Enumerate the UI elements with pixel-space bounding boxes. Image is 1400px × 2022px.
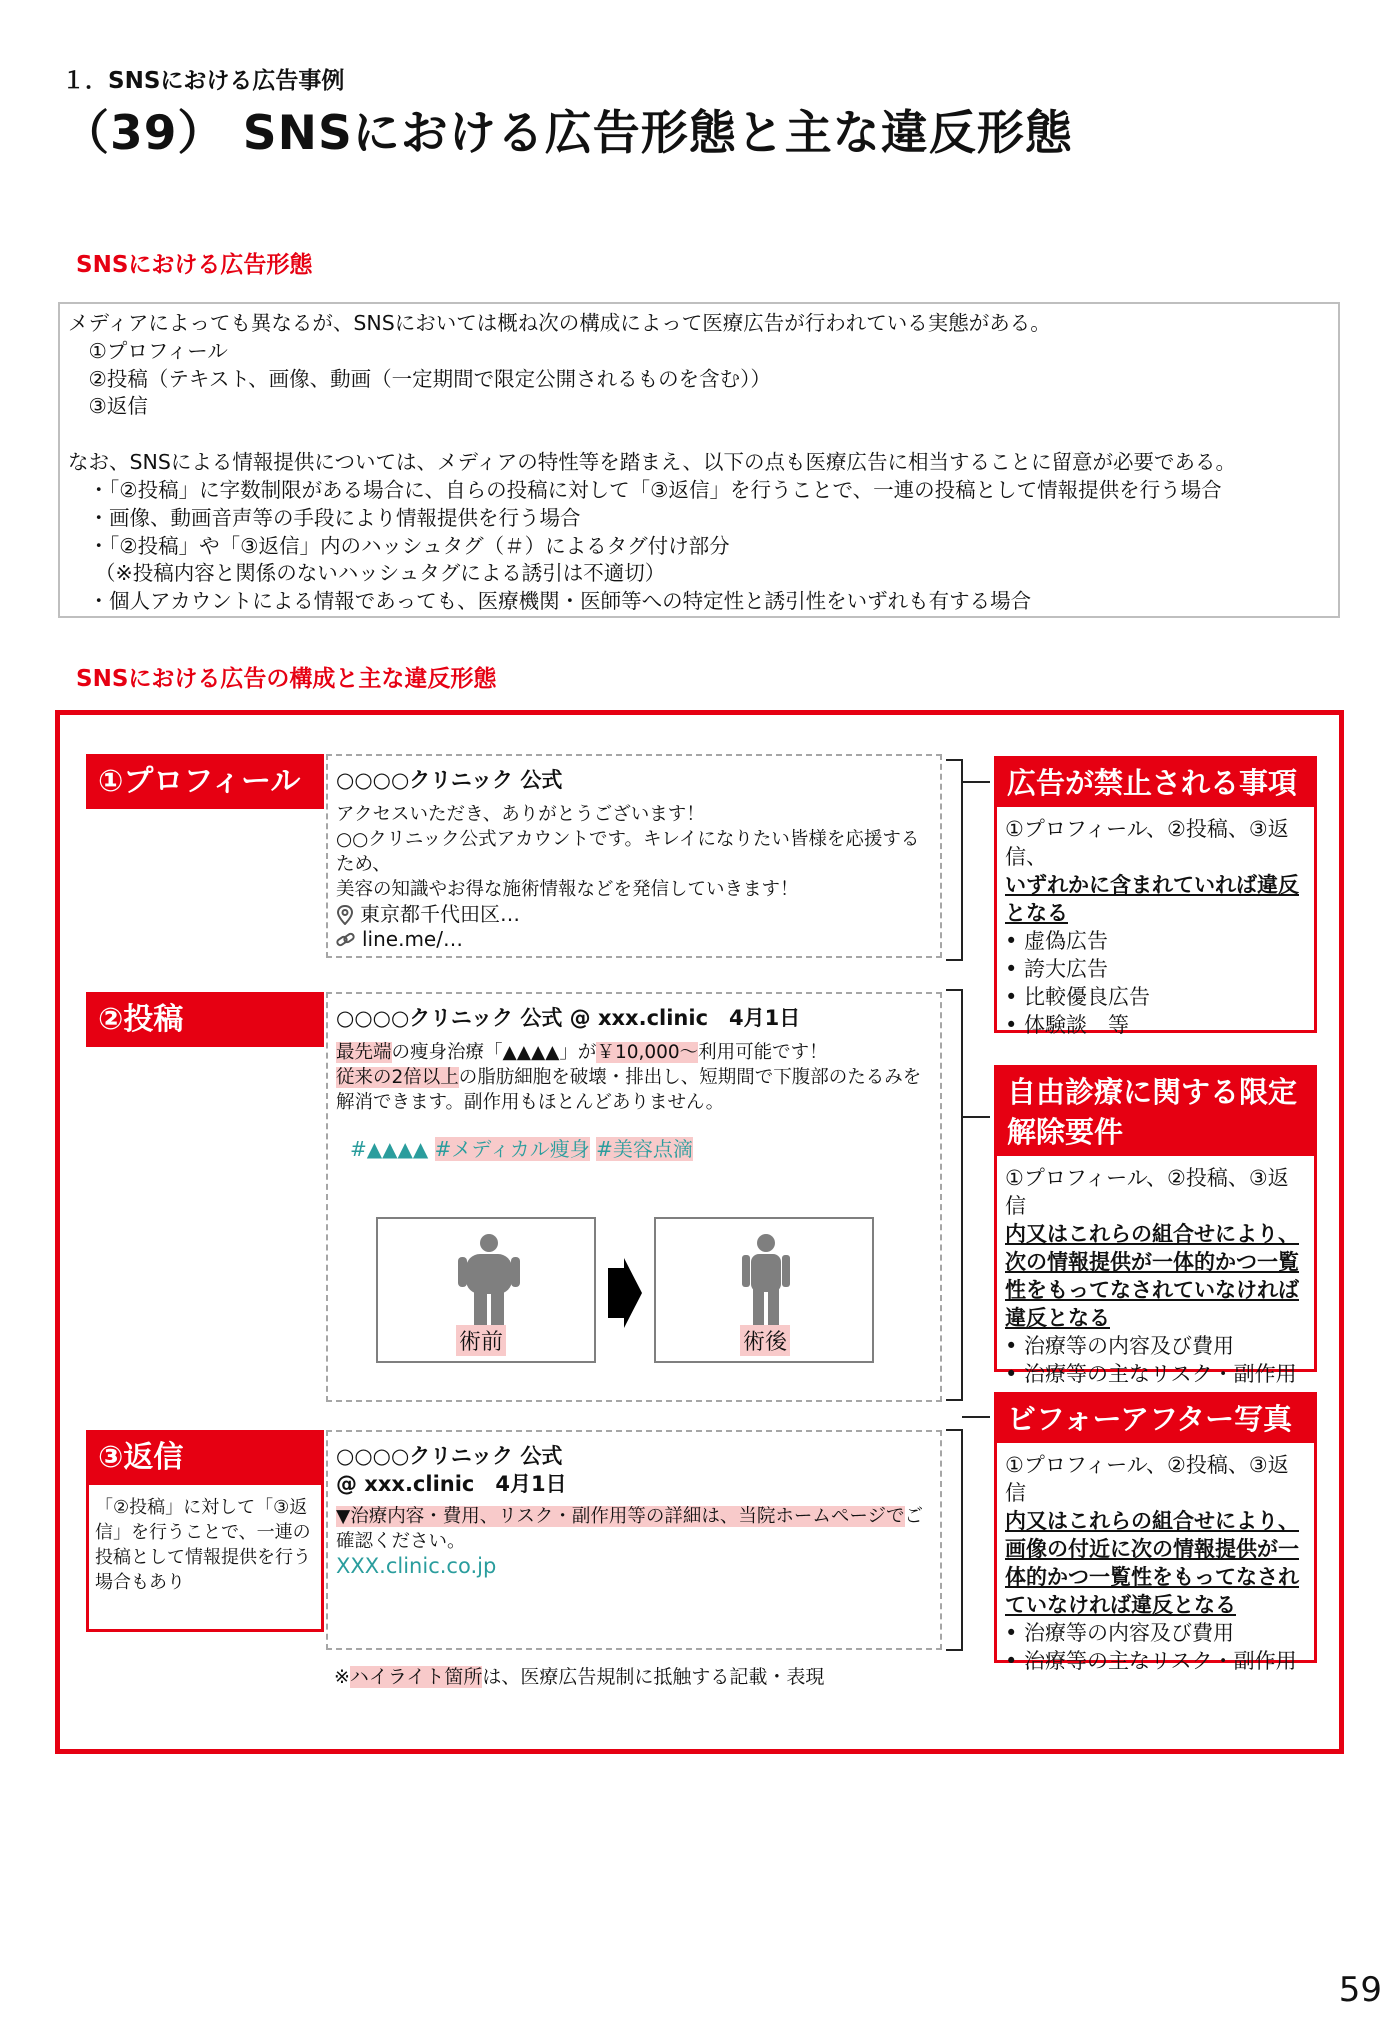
profile-account-name: ○○○○クリニック 公式	[336, 768, 563, 792]
reply-note: 「②投稿」に対して「③返信」を行うことで、一連の投稿として情報提供を行う場合もあり	[86, 1485, 324, 1632]
intro-line: ・「②投稿」や「③返信」内のハッシュタグ（＃）によるタグ付け部分	[68, 533, 730, 558]
intro-box	[58, 302, 1340, 618]
label-reply: ③返信	[86, 1430, 324, 1485]
rule-box-before-after	[994, 1392, 1317, 1673]
label-profile: ①プロフィール	[86, 754, 324, 809]
after-image	[654, 1217, 874, 1363]
before-caption: 術前	[456, 1325, 506, 1356]
section-number: １．SNSにおける広告事例	[62, 68, 345, 94]
rule-box-content	[997, 1156, 1314, 1396]
hashtag[interactable]: #メディカル痩身	[434, 1137, 590, 1161]
intro-line: メディアによっても異なるが、SNSにおいては概ね次の構成によって医療広告が行われている実態がある。	[68, 311, 1051, 335]
location-pin-icon	[336, 905, 354, 925]
post-line-2	[336, 1065, 932, 1090]
profile-location-text: 東京都千代田区…	[360, 902, 520, 926]
rule-item: • 比較優良広告	[1005, 985, 1151, 1009]
highlight-text: ￥10,000～	[596, 1042, 699, 1063]
rule-item: • 体験談 等	[1005, 1013, 1130, 1037]
profile-location	[336, 902, 932, 927]
intro-spacer	[68, 421, 1330, 449]
hashtag[interactable]: #美容点滴	[596, 1137, 693, 1161]
arrow-right-icon	[608, 1258, 642, 1328]
intro-line: ③返信	[68, 394, 148, 419]
rule-item: • 治療等の内容及び費用	[1005, 1334, 1235, 1358]
person-silhouette-icon	[742, 1233, 790, 1325]
profile-line: アクセスいただき、ありがとうございます！	[336, 804, 705, 825]
intro-line: ・画像、動画音声等の手段により情報提供を行う場合	[68, 505, 581, 530]
highlight-text: ▼治療内容・費用、リスク・副作用等の詳細は、当院ホームページで	[336, 1506, 905, 1527]
post-line-3: 解消できます。副作用もほとんどありません。	[336, 1092, 725, 1113]
rule-box-free-treatment	[994, 1065, 1317, 1386]
rule-box-prohibited	[994, 756, 1317, 1037]
post-hashtags	[336, 1137, 932, 1162]
hashtag[interactable]: #▲▲▲▲	[350, 1137, 429, 1161]
post-account-name: ○○○○クリニック 公式 @ xxx.clinic 4月1日	[336, 1006, 801, 1030]
profile-card	[326, 754, 942, 958]
section-heading-composition: SNSにおける広告の構成と主な違反形態	[76, 666, 497, 692]
rule-item: • 虚偽広告	[1005, 929, 1109, 953]
before-image	[376, 1217, 596, 1363]
rule-box-title: ビフォーアフター写真	[997, 1395, 1314, 1443]
post-text: 利用可能です！	[698, 1042, 828, 1063]
post-text: の脂肪細胞を破壊・排出し、短期間で下腹部のたるみを	[458, 1067, 922, 1088]
footnote-mark: ※	[334, 1666, 350, 1688]
intro-line: ②投稿（テキスト、画像、動画（一定期間で限定公開されるものを含む））	[68, 366, 771, 391]
page-title: （39） SNSにおける広告形態と主な違反形態	[62, 106, 1073, 161]
rule-item: • 治療等の主なリスク・副作用	[1005, 1649, 1297, 1673]
rule-bold: 内又はこれらの組合せにより、画像の付近に次の情報提供が一体的かつ一覧性をもってなされていなければ違反となる	[1005, 1509, 1299, 1617]
rule-box-title: 自由診療に関する限定解除要件	[997, 1068, 1314, 1156]
footnote	[334, 1662, 824, 1689]
page-number: 59	[1338, 1970, 1382, 2010]
rule-intro: ①プロフィール、②投稿、③返信、	[1005, 817, 1289, 869]
highlight-text: 従来の2倍以上	[336, 1067, 459, 1088]
profile-link[interactable]	[336, 927, 932, 952]
after-caption: 術後	[740, 1325, 790, 1356]
highlight-text: ハイライト箇所	[349, 1666, 483, 1688]
reply-card	[326, 1430, 942, 1650]
label-post: ②投稿	[86, 992, 324, 1047]
footnote-text: は、医療広告規制に抵触する記載・表現	[482, 1666, 825, 1688]
rule-box-title: 広告が禁止される事項	[997, 759, 1314, 807]
intro-line: ①プロフィール	[68, 338, 228, 363]
profile-line: 美容の知識やお得な施術情報などを発信していきます！	[336, 879, 799, 900]
intro-line: なお、SNSによる情報提供については、メディアの特性等を踏まえ、以下の点も医療広告に相当することに留意が必要である。	[68, 450, 1237, 475]
intro-line: ・個人アカウントによる情報であっても、医療機関・医師等への特定性と誘引性をいずれも有する場合	[68, 589, 1032, 614]
rule-box-content	[997, 807, 1314, 1047]
reply-account-name: ○○○○クリニック 公式	[336, 1444, 563, 1468]
reply-account-handle: @ xxx.clinic 4月1日	[336, 1472, 567, 1496]
rule-intro: ①プロフィール、②投稿、③返信	[1005, 1453, 1289, 1505]
profile-link-text[interactable]: line.me/…	[362, 927, 463, 951]
rule-box-content	[997, 1443, 1314, 1683]
bracket-connector	[944, 752, 996, 1662]
profile-line: ○○クリニック公式アカウントです。キレイになりたい皆様を応援するため、	[336, 829, 920, 875]
rule-intro: ①プロフィール、②投稿、③返信	[1005, 1166, 1289, 1218]
post-text: の痩身治療「▲▲▲▲」が	[391, 1042, 597, 1063]
post-line-1	[336, 1040, 932, 1065]
reply-text-rest: ご確認ください。	[336, 1506, 924, 1552]
reply-link[interactable]: XXX.clinic.co.jp	[336, 1554, 497, 1578]
section-heading-ad-forms: SNSにおける広告形態	[76, 252, 313, 278]
rule-bold: いずれかに含まれていれば違反となる	[1005, 873, 1299, 925]
intro-line: ・「②投稿」に字数制限がある場合に、自らの投稿に対して「③返信」を行うことで、一連の投稿として情報提供を行う場合	[68, 477, 1222, 502]
intro-line: （※投稿内容と関係のないハッシュタグによる誘引は不適切）	[68, 561, 666, 586]
reply-text	[336, 1504, 932, 1554]
rule-item: • 誇大広告	[1005, 957, 1109, 981]
rule-bold: 内又はこれらの組合せにより、次の情報提供が一体的かつ一覧性をもってなされていなければ違反となる	[1005, 1222, 1299, 1330]
highlight-text: 最先端	[336, 1042, 392, 1063]
link-icon	[336, 931, 356, 949]
rule-item: • 治療等の内容及び費用	[1005, 1621, 1235, 1645]
person-silhouette-icon	[456, 1233, 522, 1325]
rule-item: • 治療等の主なリスク・副作用	[1005, 1362, 1297, 1386]
